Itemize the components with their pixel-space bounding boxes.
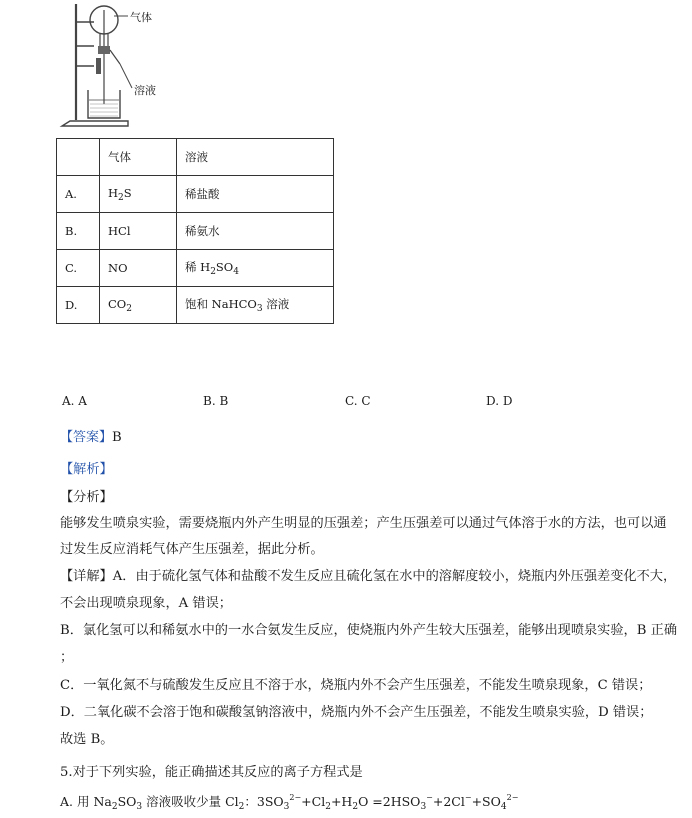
solution-label: 溶液 xyxy=(134,84,156,97)
gas-label: 气体 xyxy=(130,11,152,24)
answer-value: B xyxy=(112,430,122,445)
detail-line: 不会出现喷泉现象，A 错误； xyxy=(60,596,232,611)
table-row xyxy=(57,176,334,213)
fenxi-line: 能够发生喷泉实验，需要烧瓶内外产生明显的压强差；产生压强差可以通过气体溶于水的方法，也可以通 xyxy=(60,516,667,531)
solution-cell: 稀 $H_2SO_4$ xyxy=(177,250,334,287)
gas-cell: $CO_2$ xyxy=(100,287,177,324)
detail-line: D．二氧化碳不会溶于饱和碳酸氢钠溶液中，烧瓶内外不会产生压强差，不能发生喷泉实验，D 错误； xyxy=(60,705,653,720)
option-label: A. xyxy=(57,176,100,213)
table-header-row xyxy=(57,139,334,176)
header-cell: 溶液 xyxy=(177,139,334,176)
choice-d: D. D xyxy=(486,394,513,408)
detail-line: C．一氧化氮不与硫酸发生反应且不溶于水，烧瓶内外不会产生压强差，不能发生喷泉现象，C 错误； xyxy=(60,678,652,693)
option-label: B. xyxy=(57,213,100,250)
choice-a: A. A xyxy=(62,394,87,408)
fenxi-tag: 【分析】 xyxy=(60,490,113,505)
table-row xyxy=(57,250,334,287)
solution-cell: 饱和 NaHCO$_3$ 溶液 xyxy=(177,287,334,324)
question-5-option-a: A. 用 $Na_2SO_3$ 溶液吸收少量 $Cl_2$：$3SO_3^{2-}+Cl_2+H_2O =2HSO_3^-+2Cl^-+SO_4^{2-}$ xyxy=(60,793,519,812)
choice-c: C. C xyxy=(345,394,371,408)
conclusion: 故选 B。 xyxy=(60,732,114,747)
question-5: 5.对于下列实验，能正确描述其反应的离子方程式是 xyxy=(60,765,363,780)
gas-cell: HCl xyxy=(100,213,177,250)
detail-line: ； xyxy=(60,650,74,665)
option-label: C. xyxy=(57,250,100,287)
fenxi-line: 过发生反应消耗气体产生压强差，据此分析。 xyxy=(60,542,324,557)
detail-tag: 【详解】 xyxy=(60,569,113,584)
solution-cell: 稀氨水 xyxy=(177,213,334,250)
table-row xyxy=(57,213,334,250)
answer-line xyxy=(60,426,122,445)
option-label: D. xyxy=(57,287,100,324)
options-table xyxy=(56,138,334,324)
solution-cell: 稀盐酸 xyxy=(177,176,334,213)
header-cell: 气体 xyxy=(100,139,177,176)
choice-b: B. B xyxy=(203,394,229,408)
gas-cell: $H_2S$ xyxy=(100,176,177,213)
answer-tag: 【答案】 xyxy=(60,430,113,445)
table-row xyxy=(57,287,334,324)
detail-line: 【详解】A．由于硫化氢气体和盐酸不发生反应且硫化氢在水中的溶解度较小，烧瓶内外压强差变化不大， xyxy=(60,569,677,584)
gas-cell: NO xyxy=(100,250,177,287)
header-cell xyxy=(57,139,100,176)
analysis-tag: 【解析】 xyxy=(60,462,113,477)
detail-line: B．氯化氢可以和稀氨水中的一水合氨发生反应，使烧瓶内外产生较大压强差，能够出现喷泉实验，B 正确 xyxy=(60,623,678,638)
